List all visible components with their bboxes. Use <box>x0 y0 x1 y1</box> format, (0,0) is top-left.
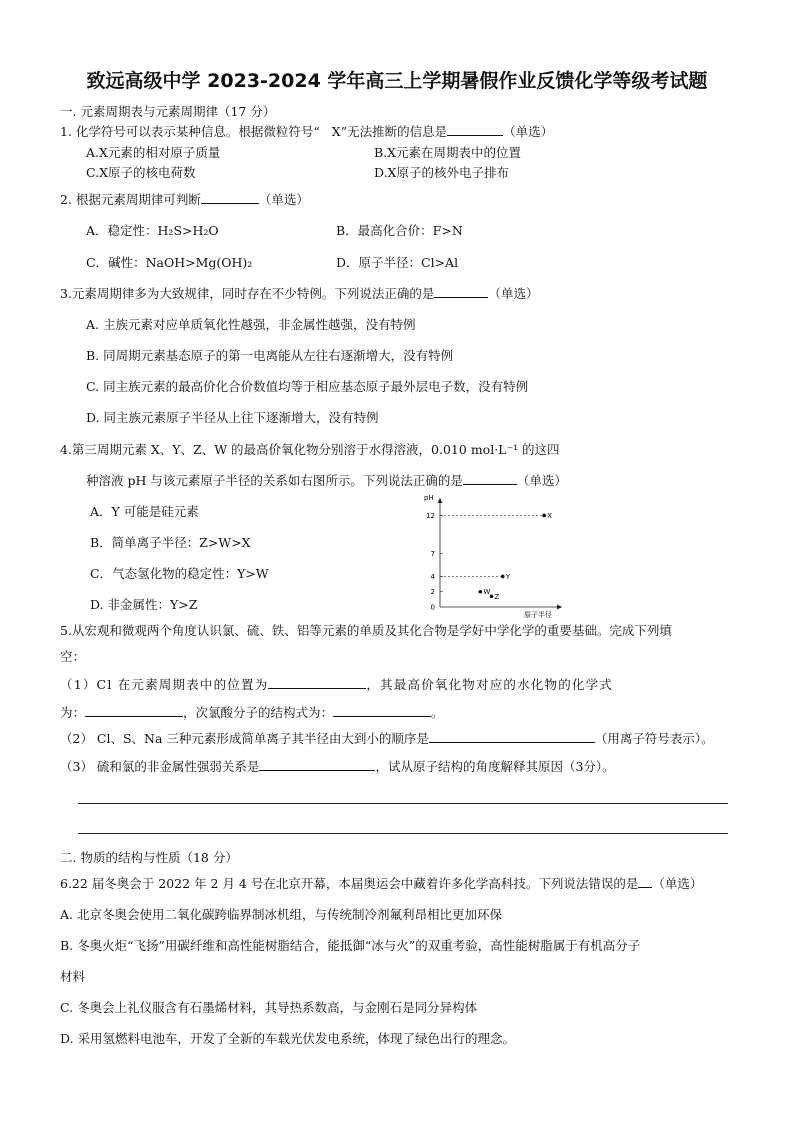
answer-line-2[interactable] <box>78 833 728 834</box>
answer-blank[interactable] <box>268 676 366 689</box>
q5-part-3 <box>60 757 615 775</box>
q3-option-c: C. 同主族元素的最高价化合价数值均等于相应基态原子最外层电子数，没有特例 <box>86 379 529 394</box>
y-tick-label: 7 <box>430 550 435 559</box>
answer-blank[interactable] <box>463 472 517 485</box>
q3-stem: 3.元素周期律多为大致规律，同时存在不少特例。下列说法正确的是 <box>60 286 435 301</box>
point-label-x: X <box>547 511 552 520</box>
q5-p1-text-e: 。 <box>431 705 444 720</box>
q6-option-a: A. 北京冬奥会使用二氧化碳跨临界制冰机组，与传统制冷剂氟利昂相比更加环保 <box>60 907 502 922</box>
point-label-y: Y <box>505 572 511 581</box>
y-tick-label: 4 <box>430 572 435 581</box>
section-heading-1: 一. 元素周期表与元素周期律（17 分） <box>60 104 276 119</box>
data-point-z <box>490 595 494 599</box>
question-1-stem <box>60 122 553 140</box>
question-3-stem <box>60 284 538 302</box>
q6-option-b-line-1: B. 冬奥火炬“飞扬”用碳纤维和高性能树脂结合，能抵御“冰与火”的双重考验，高性能树脂属于有机高分子 <box>60 938 641 953</box>
answer-blank[interactable] <box>638 875 652 888</box>
q5-p1-text-b: ，其最高价氧化物对应的水化物的化学式 <box>366 677 613 692</box>
data-point-x <box>542 514 546 518</box>
point-label-z: Z <box>494 592 500 601</box>
y-tick-label: 0 <box>430 603 435 612</box>
q5-part-1-line-1 <box>60 675 613 693</box>
q4-option-a: A．Y 可能是硅元素 <box>90 504 199 519</box>
y-tick-label: 2 <box>430 588 435 597</box>
x-axis-label: 原子半径 <box>524 611 552 619</box>
question-tail: （单选） <box>488 286 539 301</box>
q4-stem: 种溶液 pH 与该元素原子半径的关系如右图所示。下列说法正确的是 <box>86 473 463 488</box>
question-4-stem-line-1: 4.第三周期元素 X、Y、Z、W 的最高价氧化物分别溶于水得溶液，0.010 mol·L⁻¹ 的这四 <box>60 442 560 457</box>
q3-option-a: A. 主族元素对应单质氧化性越强，非金属性越强，没有特例 <box>86 317 416 332</box>
q5-p2-text-a: （2） Cl、S、Na 三种元素形成简单离子其半径由大到小的顺序是 <box>60 731 429 746</box>
q1-stem-part-b: X”无法推断的信息是 <box>331 124 448 139</box>
question-tail: （单选） <box>652 876 703 891</box>
q5-p2-text-b: （用离子符号表示）。 <box>594 731 714 746</box>
page-title: 致远高级中学 2023-2024 学年高三上学期暑假作业反馈化学等级考试题 <box>86 70 708 92</box>
q3-option-b: B. 同周期元素基态原子的第一电离能从左往右逐渐增大，没有特例 <box>86 348 454 363</box>
question-tail: （单选） <box>516 473 567 488</box>
q3-option-d: D. 同主族元素原子半径从上往下逐渐增大，没有特例 <box>86 410 379 425</box>
q5-p1-text-a: （1）Cl 在元素周期表中的位置为 <box>60 677 269 692</box>
q5-part-2 <box>60 729 714 747</box>
q2-option-c: C．碱性：NaOH>Mg(OH)₂ <box>86 255 253 270</box>
answer-line-1[interactable] <box>78 803 728 804</box>
question-6-stem <box>60 874 702 892</box>
answer-blank[interactable] <box>434 285 488 298</box>
x-axis-arrow <box>557 605 562 610</box>
q4-option-d: D. 非金属性：Y>Z <box>90 597 198 612</box>
answer-blank[interactable] <box>429 730 595 743</box>
q5-p3-text-b: ，试从原子结构的角度解释其原因（3分）。 <box>375 759 615 774</box>
point-label-w: W <box>483 588 491 597</box>
data-point-y <box>501 575 505 579</box>
q6-option-b-line-2: 材料 <box>60 969 86 984</box>
y-tick-label: 12 <box>426 511 435 520</box>
q6-option-d: D. 采用氢燃料电池车，开发了全新的车载光伏发电系统，体现了绿色出行的理念。 <box>60 1031 516 1046</box>
y-axis-arrow <box>438 498 443 503</box>
q6-stem: 6.22 届冬奥会于 2022 年 2 月 4 号在北京开幕，本届奥运会中藏着许多化学高科技。下列说法错误的是 <box>60 876 639 891</box>
data-point-w <box>479 590 483 594</box>
section-heading-2: 二. 物质的结构与性质（18 分） <box>60 850 238 865</box>
q1-option-d: D.X原子的核外电子排布 <box>374 165 509 180</box>
q5-p1-text-d: ，次氯酸分子的结构式为： <box>183 705 334 720</box>
answer-blank[interactable] <box>333 704 431 717</box>
q6-option-c: C. 冬奥会上礼仪服含有石墨烯材料，其导热系数高，与金刚石是同分异构体 <box>60 1000 478 1015</box>
question-2-stem <box>60 190 309 208</box>
q1-option-b: B.X元素在周期表中的位置 <box>374 145 522 160</box>
answer-blank[interactable] <box>85 704 183 717</box>
question-4-stem-line-2 <box>86 471 567 489</box>
q5-part-1-line-2 <box>60 703 444 721</box>
question-tail: （单选） <box>258 192 309 207</box>
y-axis-label: pH <box>424 494 434 502</box>
q5-p3-text-a: （3） 硫和氯的非金属性强弱关系是 <box>60 759 260 774</box>
q2-option-b: B．最高化合价：F>N <box>336 223 463 238</box>
q1-option-c: C.X原子的核电荷数 <box>86 165 196 180</box>
question-tail: （单选） <box>503 124 554 139</box>
q2-stem: 2. 根据元素周期律可判断 <box>60 192 201 207</box>
q2-option-a: A．稳定性：H₂S>H₂O <box>86 223 219 238</box>
answer-blank[interactable] <box>259 758 375 771</box>
q5-p1-text-c: 为： <box>60 705 86 720</box>
answer-blank[interactable] <box>201 191 259 204</box>
answer-blank[interactable] <box>447 123 503 136</box>
q4-option-c: C．气态氢化物的稳定性：Y>W <box>90 566 269 581</box>
q1-option-a: A.X元素的相对原子质量 <box>86 145 221 160</box>
question-5-stem-line-2: 空： <box>60 649 86 664</box>
q1-stem-part-a: 1. 化学符号可以表示某种信息。根据微粒符号“ <box>60 124 320 139</box>
ph-radius-chart <box>412 490 572 620</box>
q4-option-b: B．简单离子半径：Z>W>X <box>90 535 251 550</box>
q2-option-d: D．原子半径：Cl>Al <box>336 255 459 270</box>
question-5-stem-line-1: 5.从宏观和微观两个角度认识氯、硫、铁、铝等元素的单质及其化合物是学好中学化学的重要基础。完成下列填 <box>60 623 672 638</box>
